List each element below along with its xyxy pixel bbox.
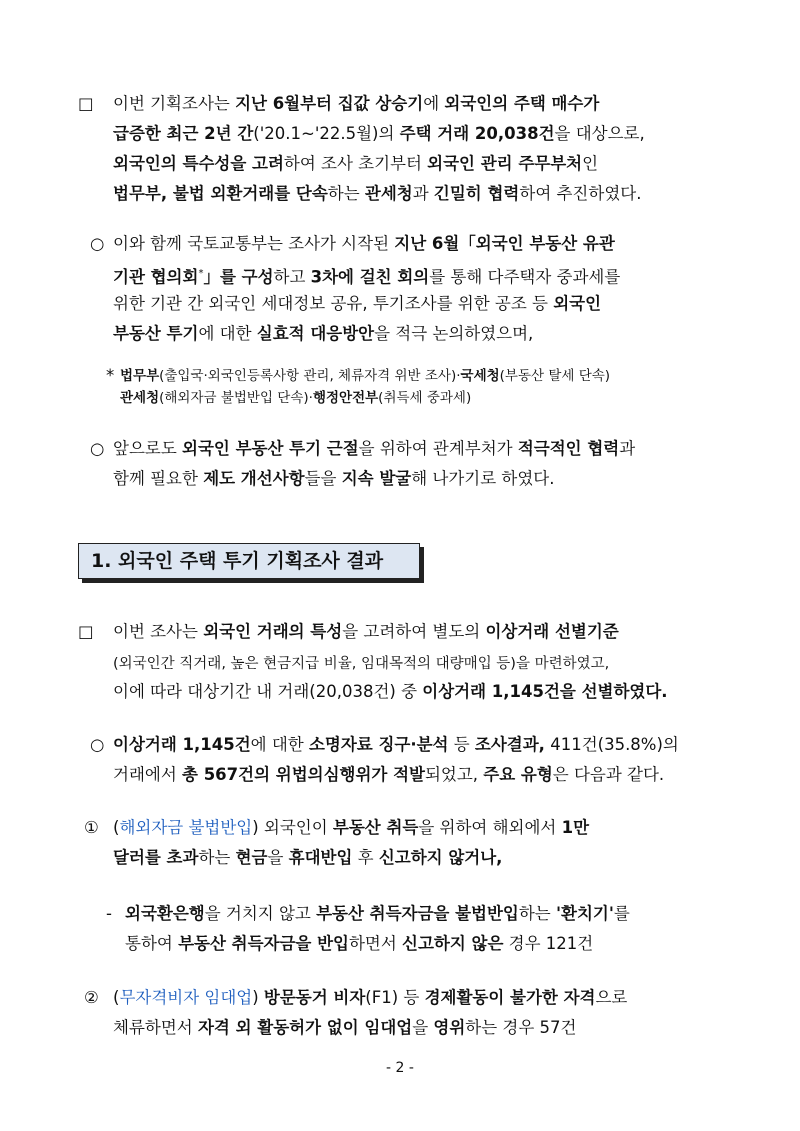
item-1-category: 해외자금 불법반입 (119, 818, 253, 837)
item-1-marker: ① (84, 818, 99, 837)
bullet-3-marker: ○ (90, 735, 105, 754)
intro-line-4: 법무부, 불법 외환거래를 단속하는 관세청과 긴밀히 협력하여 추진하였다. (113, 184, 642, 203)
bullet-1-line-1: 이와 함께 국토교통부는 조사가 시작된 지난 6월「외국인 부동산 유관 (113, 234, 615, 253)
results-marker: □ (78, 622, 94, 641)
bullet-2-marker: ○ (90, 439, 105, 458)
bullet-3-line-1: 이상거래 1,145건에 대한 소명자료 징구·분석 등 조사결과, 411건(35.8%)의 (113, 735, 679, 754)
intro-line-1: 이번 기획조사는 지난 6월부터 집값 상승기에 외국인의 주택 매수가 (113, 94, 600, 113)
results-line-3: 이에 따라 대상기간 내 거래(20,038건) 중 이상거래 1,145건을 선별하였다. (113, 682, 668, 701)
page-number: - 2 - (386, 1060, 414, 1076)
bullet-1-marker: ○ (90, 234, 105, 253)
bullet-1-line-3: 위한 기관 간 외국인 세대정보 공유, 투기조사를 위한 공조 등 외국인 (113, 294, 602, 313)
item-2-marker: ② (84, 988, 99, 1007)
item-1-sub-line-1: 외국환은행을 거치지 않고 부동산 취득자금을 불법반입하는 '환치기'를 (125, 904, 630, 923)
item-2-line-2: 체류하면서 자격 외 활동허가 없이 임대업을 영위하는 경우 57건 (113, 1018, 577, 1037)
footnote-line-1: 법무부(출입국·외국인등록사항 관리, 체류자격 위반 조사)·국세청(부동산 탈세 단속) (120, 368, 611, 384)
item-1-sub-marker: - (106, 904, 112, 923)
item-2-line-1: (무자격비자 임대업) 방문동거 비자(F1) 등 경제활동이 불가한 자격으로 (113, 988, 628, 1007)
bullet-1-line-4: 부동산 투기에 대한 실효적 대응방안을 적극 논의하였으며, (113, 324, 534, 343)
bullet-1-line-2: 기관 협의회*」를 구성하고 3차에 걸친 회의를 통해 다주택자 중과세를 (113, 267, 621, 287)
footnote-marker: * (106, 366, 115, 385)
section-heading (78, 543, 420, 579)
bullet-3-line-2: 거래에서 총 567건의 위법의심행위가 적발되었고, 주요 유형은 다음과 같다. (113, 765, 665, 784)
bullet-2-line-1: 앞으로도 외국인 부동산 투기 근절을 위하여 관계부처가 적극적인 협력과 (113, 439, 636, 458)
item-1-sub-line-2: 통하여 부동산 취득자금을 반입하면서 신고하지 않은 경우 121건 (125, 934, 594, 953)
intro-line-3: 외국인의 특수성을 고려하여 조사 초기부터 외국인 관리 주무부처인 (113, 154, 599, 173)
item-1-line-2: 달러를 초과하는 현금을 휴대반입 후 신고하지 않거나, (113, 848, 503, 867)
item-1-line-1: (해외자금 불법반입) 외국인이 부동산 취득을 위하여 해외에서 1만 (113, 818, 590, 837)
footnote-line-2: 관세청(해외자금 불법반입 단속)·행정안전부(취득세 중과세) (120, 390, 472, 406)
results-line-2: (외국인간 직거래, 높은 현금지급 비율, 임대목적의 대량매입 등)을 마련하였고, (113, 656, 610, 672)
item-2-category: 무자격비자 임대업 (119, 988, 253, 1007)
results-line-1: 이번 조사는 외국인 거래의 특성을 고려하여 별도의 이상거래 선별기준 (113, 622, 619, 641)
section-heading-label: 1. 외국인 주택 투기 기획조사 결과 (91, 550, 384, 572)
intro-line-2: 급증한 최근 2년 간('20.1~'22.5월)의 주택 거래 20,038건을 대상으로, (113, 124, 645, 143)
bullet-2-line-2: 함께 필요한 제도 개선사항들을 지속 발굴해 나가기로 하였다. (113, 469, 555, 488)
intro-marker: □ (78, 94, 94, 113)
